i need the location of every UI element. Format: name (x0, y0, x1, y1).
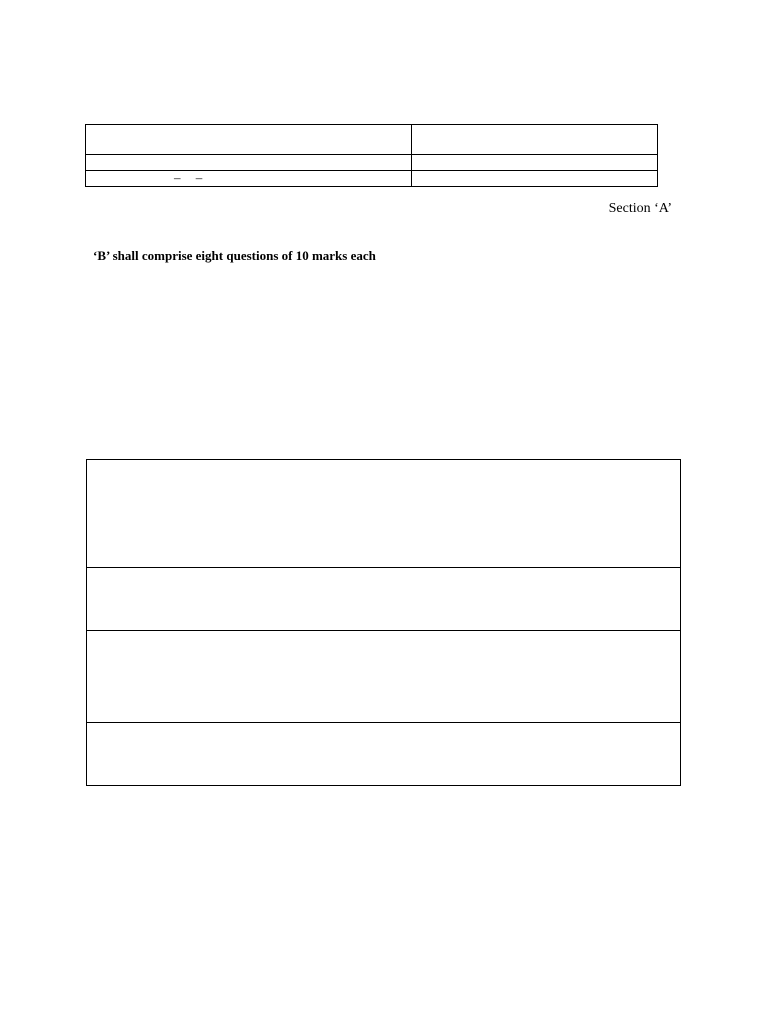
header-table-cell (412, 125, 658, 155)
course-content-table (86, 459, 681, 786)
header-table-cell (86, 155, 412, 171)
section-a-label: Section ‘A’ (608, 201, 672, 216)
content-table-row (87, 631, 681, 723)
header-table-cell (412, 171, 658, 187)
content-table-cell (87, 568, 681, 631)
section-b-instruction: ‘B’ shall comprise eight questions of 10 marks each (93, 248, 376, 263)
header-table-cell (86, 125, 412, 155)
header-table-cell (86, 171, 412, 187)
header-info-table (85, 124, 658, 187)
content-table-row (87, 568, 681, 631)
header-table-cell (412, 155, 658, 171)
content-table-cell (87, 631, 681, 723)
content-table-cell (87, 460, 681, 568)
content-table-row (87, 460, 681, 568)
header-table-row (86, 155, 658, 171)
content-table-row (87, 723, 681, 786)
header-table-row (86, 171, 658, 187)
header-table-row (86, 125, 658, 155)
dash-marks: – – (174, 170, 209, 185)
content-table-cell (87, 723, 681, 786)
